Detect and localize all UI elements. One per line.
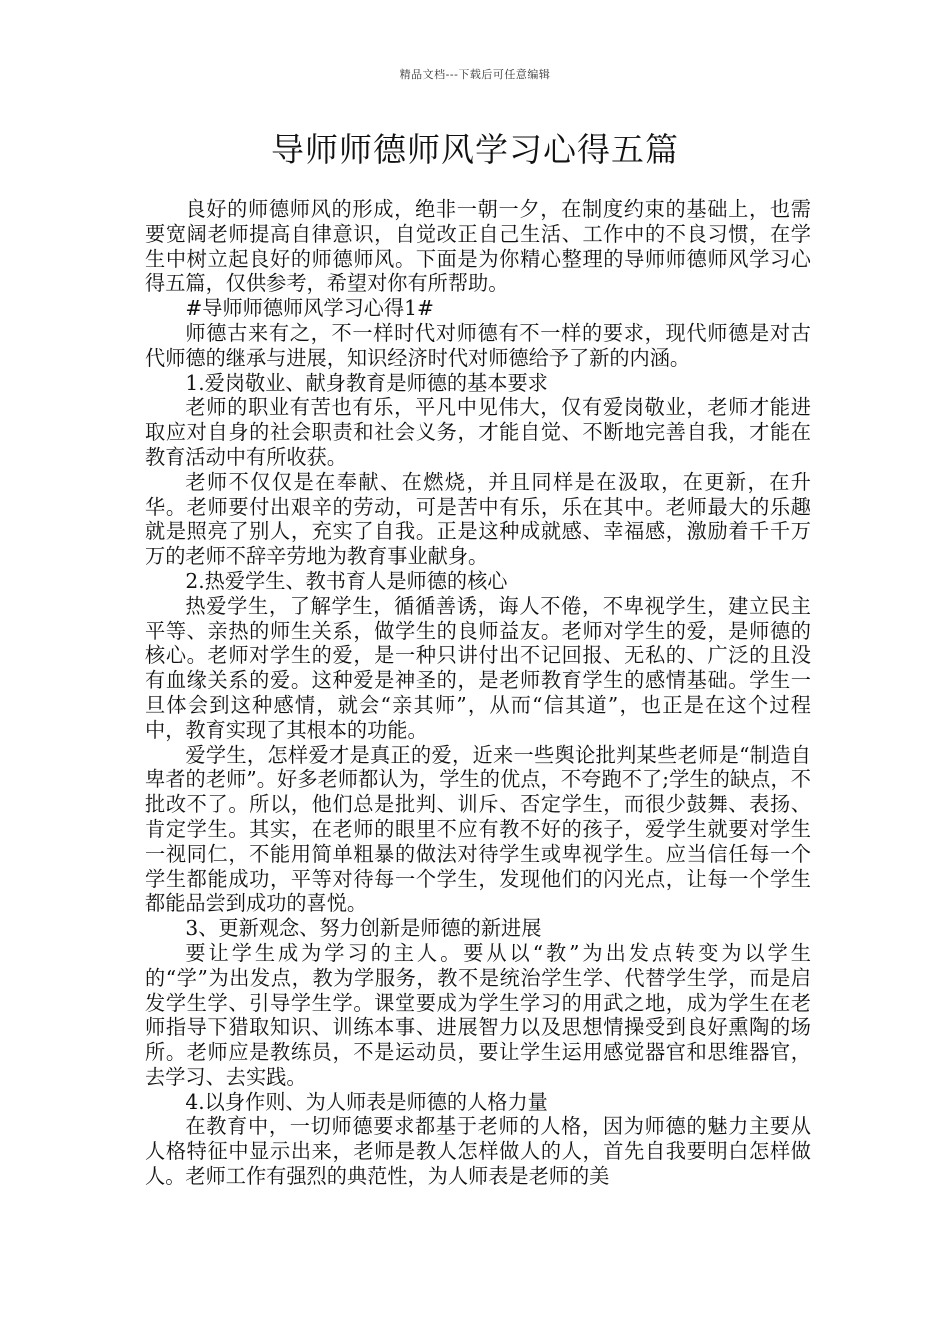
paragraph: 师德古来有之，不一样时代对师德有不一样的要求，现代师德是对古代师德的继承与进展，知识经济时代对师德给予了新的内涵。 [145, 320, 811, 370]
paragraph: 老师的职业有苦也有乐，平凡中见伟大，仅有爱岗敬业，老师才能进取应对自身的社会职责和社会义务，才能自觉、不断地完善自我，才能在教育活动中有所收获。 [145, 395, 811, 469]
document-body [145, 197, 811, 1189]
paragraph: 在教育中，一切师德要求都基于老师的人格，因为师德的魅力主要从人格特征中显示出来，老师是教人怎样做人的人，首先自我要明白怎样做人。老师工作有强烈的典范性，为人师表是老师的美 [145, 1114, 811, 1189]
paragraph: 爱学生，怎样爱才是真正的爱，近来一些舆论批判某些老师是“制造自卑者的老师”。好多老师都认为，学生的优点，不夸跑不了;学生的缺点，不批改不了。所以，他们总是批判、训斥、否定学生，而很少鼓舞、表扬、肯定学生。其实，在老师的眼里不应有教不好的孩子，爱学生就要对学生一视同仁，不能用简单粗暴的做法对待学生或卑视学生。应当信任每一个学生都能成功，平等对待每一个学生，发现他们的闪光点，让每一个学生都能品尝到成功的喜悦。 [145, 742, 811, 916]
subheading: 4.以身作则、为人师表是师德的人格力量 [185, 1089, 548, 1114]
subheading: 1.爱岗敬业、献身教育是师德的基本要求 [185, 370, 548, 395]
subheading: 3、更新观念、努力创新是师德的新进展 [185, 916, 542, 941]
header-note: 精品文档---下载后可任意编辑 [399, 68, 551, 81]
paragraph-intro: 良好的师德师风的形成，绝非一朝一夕，在制度约束的基础上，也需要宽阔老师提高自律意识，自觉改正自己生活、工作中的不良习惯，在学生中树立起良好的师德师风。下面是为你精心整理的导师师德师风学习心得五篇，仅供参考，希望对你有所帮助。 [145, 197, 811, 296]
document-title: 导师师德师风学习心得五篇 [271, 130, 679, 169]
paragraph: 要让学生成为学习的主人。要从以“教”为出发点转变为以学生的“学”为出发点，教为学服务，教不是统治学生学、代替学生学，而是启发学生学、引导学生学。课堂要成为学生学习的用武之地，成为学生在老师指导下猎取知识、训练本事、进展智力以及思想情操受到良好熏陶的场所。老师应是教练员，不是运动员，要让学生运用感觉器官和思维器官，去学习、去实践。 [145, 940, 811, 1089]
subheading: 2.热爱学生、教书育人是师德的核心 [185, 568, 508, 593]
section-marker: #导师师德师风学习心得1# [185, 296, 434, 321]
paragraph: 老师不仅仅是在奉献、在燃烧，并且同样是在汲取，在更新，在升华。老师要付出艰辛的劳动，可是苦中有乐，乐在其中。老师最大的乐趣就是照亮了别人，充实了自我。正是这种成就感、幸福感，激励着千千万万的老师不辞辛劳地为教育事业献身。 [145, 469, 811, 569]
paragraph: 热爱学生，了解学生，循循善诱，诲人不倦，不卑视学生，建立民主平等、亲热的师生关系，做学生的良师益友。老师对学生的爱，是师德的核心。老师对学生的爱，是一种只讲付出不记回报、无私的、广泛的且没有血缘关系的爱。这种爱是神圣的，是老师教育学生的感情基础。学生一旦体会到这种感情，就会“亲其师”，从而“信其道”，也正是在这个过程中，教育实现了其根本的功能。 [145, 593, 811, 742]
